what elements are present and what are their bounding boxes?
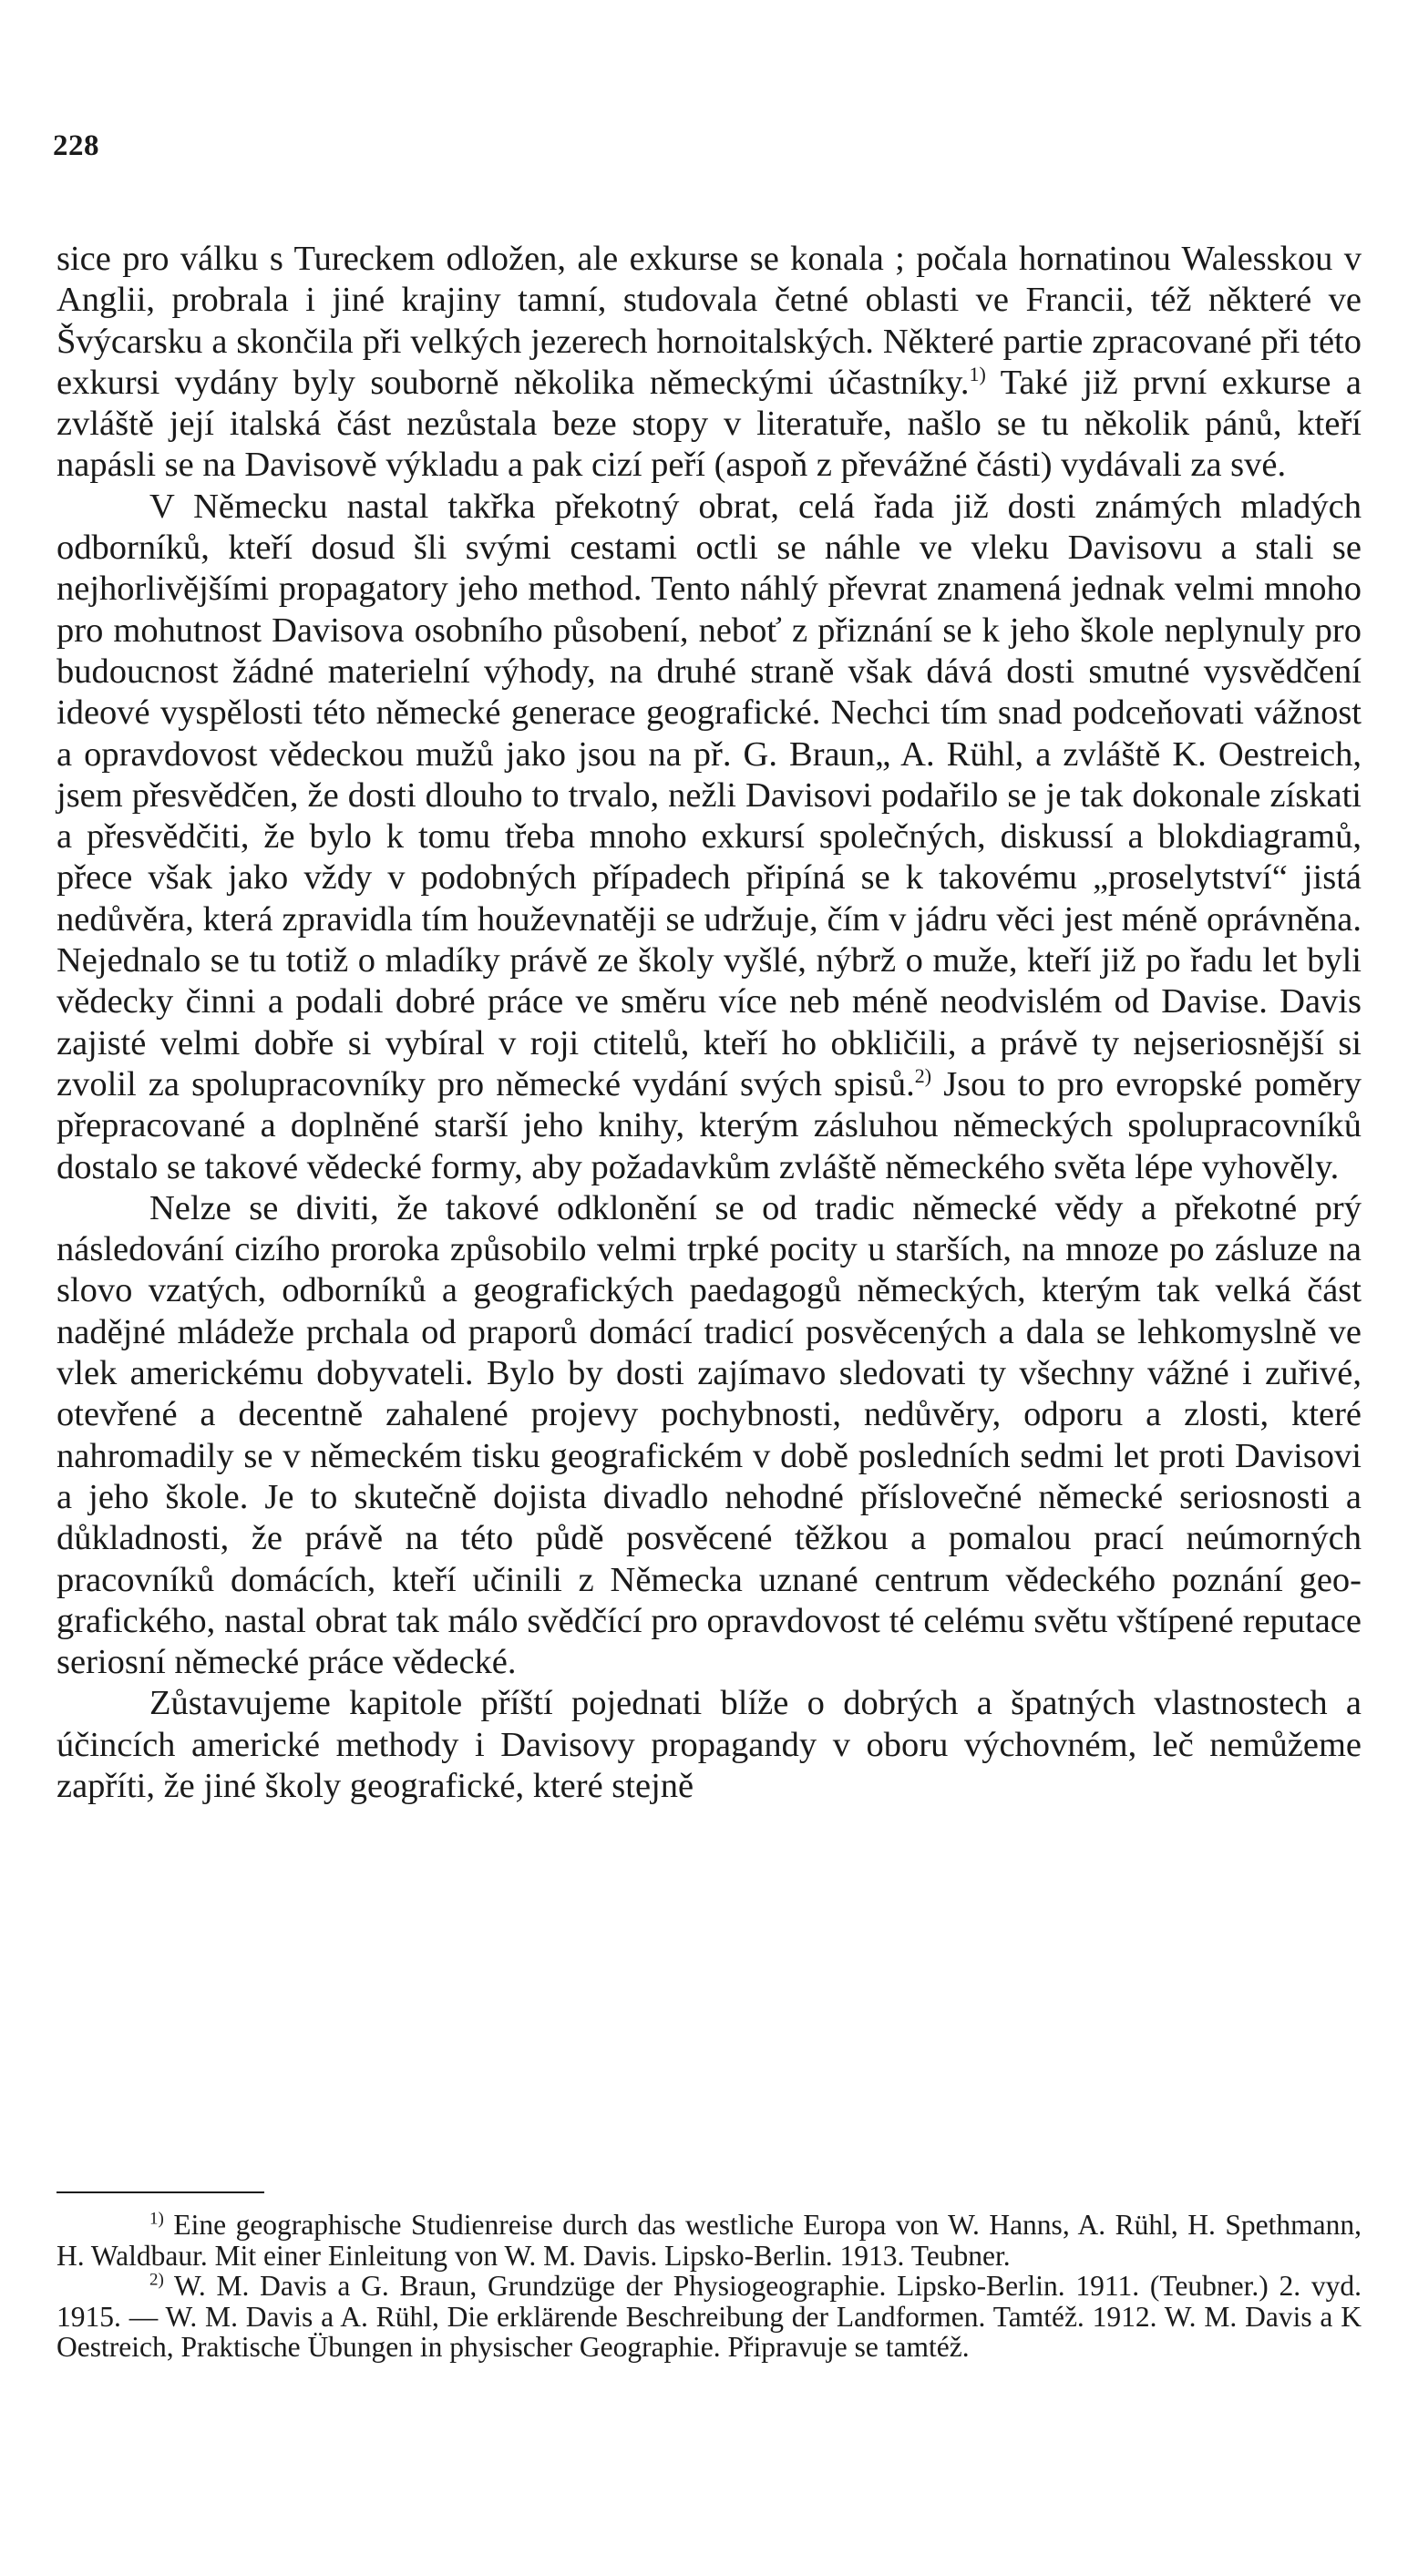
page-number: 228 (53, 129, 99, 162)
paragraph-text: Jsou to pro evropské poměry přepracované a doplněné starší jeho knihy, kterým zásluhou německých spolupracovníků dostalo se takové vědecké formy, aby požadavkům zvláště německého světa lépe vyhověly. (57, 1064, 1362, 1186)
footnote-text: Eine geographische Studienreise durch das westliche Europa von W. Hanns, A. Rühl, H. Spethmann, H. Waldbaur. Mit einer Einleitung von W. M. Davis. Lipsko-Berlin. 1913. Teubner. (57, 2209, 1362, 2272)
paragraph (57, 1188, 1362, 1684)
footnote-reference[interactable]: 2) (914, 1064, 932, 1088)
paragraph (57, 487, 1362, 1188)
footnote (57, 2210, 1362, 2271)
footnote-mark: 1) (149, 2209, 164, 2229)
footnotes (57, 2210, 1362, 2363)
paragraph (57, 239, 1362, 487)
footnote-text: W. M. Davis a G. Braun, Grundzüge der Physiogeographie. Lipsko-Berlin. 1911. (Teubner.) 2. vyd. 1915. — W. M. Davis a A. Rühl, Die erklärende Beschreibung der Landformen. Tamtéž. 1912. W. M. Davis a K Oestreich, Praktische Übungen in physischer Geographie. Připravuje se tamtéž. (57, 2270, 1362, 2363)
body-text (57, 239, 1362, 1807)
paragraph-text: V Německu nastal takřka překotný obrat, celá řada již dosti známých mladých odborníků, kteří dosud šli svými cestami octli se náhle ve vleku Davisovu a stali se nejhorlivějšími propagatory jeho method. Tento náhlý převrat znamená jednak velmi mnoho pro mohutnost Davisova osobního působení, neboť z přiznání se k jeho škole neplynuly pro budoucnost žádné materielní výhody, na druhé straně však dává dosti smutné vysvědčení ideové vyspělosti této německé generace geografické. Nechci tím snad podceňovati vážnost a opravdovost vědeckou mužů jako jsou na př. G. Braun„ A. Rühl, a zvláště K. Oestreich, jsem přesvědčen, že dosti dlouho to trvalo, nežli Davisovi podařilo se je tak dokonale získati a přesvědčiti, že bylo k tomu třeba mnoho exkursí společných, diskussí a blokdiagramů, přece však jako vždy v podobných případech připíná se k takovému „proselytství“ jistá nedůvěra, která zpravidla tím houževnatěji se udržuje, čím v jádru věci jest méně oprávněna. Nejednalo se tu totiž o mladíky právě ze školy vyšlé, nýbrž o muže, kteří již po řadu let byli vědecky činni a podali dobré práce ve směru více neb méně neodvislém od Davise. Davis zajisté velmi dobře si vybíral v roji ctitelů, kteří ho obkličili, a právě ty nejseriosnější si zvolil za spolupracovníky pro německé vydání svých spisů. (57, 487, 1362, 1103)
footnote-mark: 2) (149, 2270, 164, 2290)
paragraph (57, 1683, 1362, 1807)
footnote (57, 2271, 1362, 2363)
footnote-separator (57, 2191, 264, 2193)
paragraph-text: Nelze se diviti, že takové odklonění se od tradic německé vědy a překotné prý následování cizího proroka způsobilo velmi trpké pocity u starších, na mnoze po zásluze na slovo vzatých, odborníků a geografických paedagogů německých, kterým tak velká část nadějné mládeže prchala od praporů domácí tradicí posvěcených a dala se lehkomyslně ve vlek americkému dobyvateli. Bylo by dosti zajímavo sledovati ty všechny vážné i zuřivé, otevřené a decentně zahalené projevy pochybnosti, nedůvěry, odporu a zlosti, které nahromadily se v německém tisku geografickém v době posledních sedmi let proti Davisovi a jeho škole. Je to skutečně dojista divadlo nehodné příslovečné německé seriosnosti a důkladnosti, že právě na této půdě posvěcené těžkou a pomalou prací neúmorných pracovníků domácích, kteří učinili z Německa uznané centrum vědeckého poznání geografického, nastal obrat tak málo svědčící pro opravdovost té celému světu vštípené reputace seriosní německé práce vědecké. (57, 1188, 1362, 1682)
paragraph-text: Také již první exkurse a zvláště její italská část nezůstala beze stopy v literatuře, našlo se tu několik pánů, kteří napásli se na Davisově výkladu a pak cizí peří (aspoň z převážné části) vydávali za své. (57, 363, 1362, 485)
footnote-reference[interactable]: 1) (969, 363, 986, 386)
paragraph-text: sice pro válku s Tureckem odložen, ale exkurse se konala ; počala hornatinou Walesskou v Anglii, probrala i jiné krajiny tamní, studovala četné oblasti ve Francii, též některé ve Švýcarsku a skončila při velkých jezerech hornoitalských. Některé partie zpracované při této exkursi vydány byly souborně několika německými účastníky. (57, 240, 1362, 402)
paragraph-text: Zůstavujeme kapitole příští pojednati blíže o dobrých a špatných vlastnostech a účincích americké methody i Davisovy propagandy v oboru výchovném, leč nemůžeme zapříti, že jiné školy geografické, které stejně (57, 1684, 1362, 1805)
